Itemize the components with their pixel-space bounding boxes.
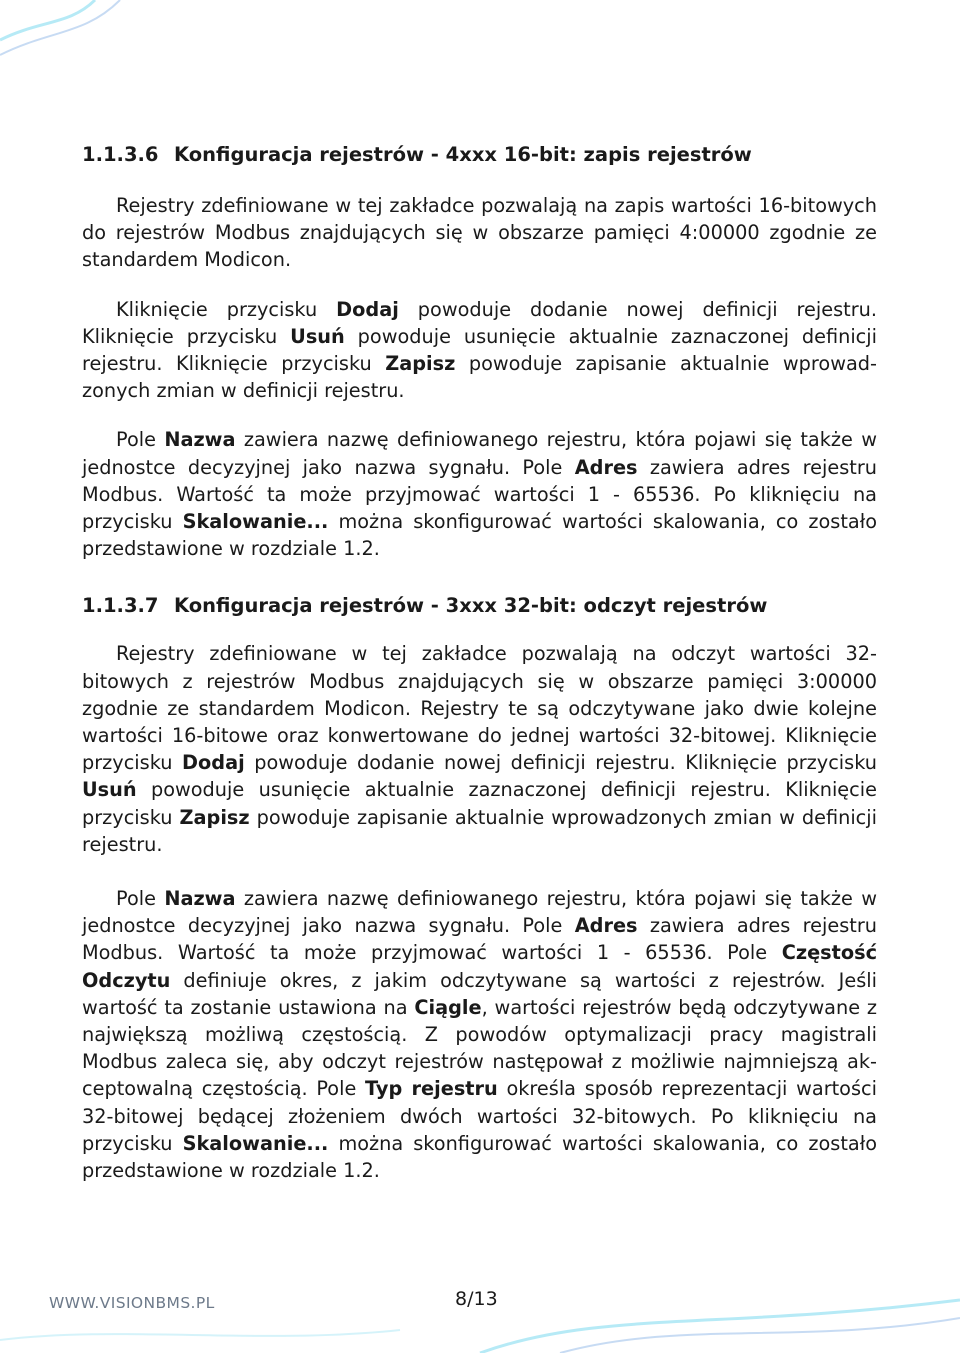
bold-term: Zapisz [385, 352, 456, 376]
section-heading-1-1-3-6 [82, 140, 877, 170]
bold-term: Skalowanie... [182, 1131, 329, 1155]
document-body [82, 140, 877, 1184]
bold-term: Typ rejestru [365, 1077, 498, 1101]
section-title: Konfiguracja rejestrów - 4xxx 16-bit: zapis rejestrów [174, 143, 752, 166]
bold-term: Usuń [290, 324, 345, 348]
bold-term: Skalowanie... [182, 510, 329, 534]
paragraph: Rejestry zdefiniowane w tej zakładce pozwalają na zapis wartości 16-bitowych do rejestrów Modbus znajdujących się w obszarze pamięci 4:00000 zgodnie ze standardem Modicon. [82, 194, 877, 272]
section-number: 1.1.3.7 [82, 594, 159, 618]
paragraph: Pole Nazwa zawiera nazwę definiowanego rejestru, która pojawi się także w jednostce decyzyjnej jako nazwa sygnału. Pole Adres zawiera adres rejestru Modbus. Wartość ta może przyjmować wartości 1 - 65536. Pole Częstość Odczytu definiuje okres, z jakim odczytywane są wartości z rejestrów. Jeśli wartość ta zostanie ustawiona na Ciągle, wartości rejestrów będą odczytywane z największą możliwą częstością. Z powodów optymalizacji pracy magistrali Modbus zaleca się, aby odczyt rejestrów następował z możliwie najmniejszą akceptowalną częstością. Pole Typ rejestru określa sposób reprezentacji wartości 32-bitowej będącej złożeniem dwóch wartości 32-bitowych. Po kliknięciu na przycisku Skalowanie... można skonfigurować wartości skalowania, co zostało przedstawione w rozdziale 1.2. [82, 887, 877, 1183]
footer-website-logo: WWW.VISIONBMS.PL [49, 1294, 215, 1312]
paragraph: Rejestry zdefiniowane w tej zakładce pozwalają na odczyt wartości 32-bitowych z rejestrów Modbus znajdujących się w obszarze pamięci 3:00000 zgodnie ze standardem Modicon. Rejestry te są odczytywane jako dwie kolejne wartości 16-bitowe oraz konwertowane do jednej wartości 32-bitowej. Kliknięcie przycisku Dodaj powoduje dodanie nowej definicji rejestru. Kliknięcie przycisku Usuń powoduje usunięcie aktualnie zaznaczonej definicji rejestru. Kliknięcie przycisku Zapisz powoduje zapisanie aktualnie wprowadzonych zmian w definicji rejestru. [82, 642, 877, 856]
bold-term: Dodaj [336, 297, 399, 321]
bold-term: Zapisz [179, 805, 250, 829]
bold-term: Usuń [82, 778, 137, 802]
paragraph: Pole Nazwa zawiera nazwę definiowanego rejestru, która pojawi się także w jednostce decyzyjnej jako nazwa sygnału. Pole Adres zawiera adres rejestru Modbus. Wartość ta może przyjmować wartości 1 - 65536. Po kliknięciu na przycisku Skalowanie... można skonfigurować wartości skalowania, co zostało przedstawione w rozdziale 1.2. [82, 428, 877, 561]
section-number: 1.1.3.6 [82, 143, 159, 166]
paragraph: Kliknięcie przycisku Dodaj powoduje dodanie nowej definicji rejestru. Kliknięcie przycisku Usuń powoduje usunięcie aktualnie zaznaczonej definicji rejestru. Kliknięcie przycisku Zapisz powoduje zapisanie aktualnie wprowadzonych zmian w definicji rejestru. [82, 297, 878, 403]
section-title: Konfiguracja rejestrów - 3xxx 32-bit: odczyt rejestrów [174, 594, 768, 618]
bold-term: Adres [574, 914, 638, 938]
bold-term: Nazwa [164, 428, 236, 452]
page-number: 8/13 [455, 1288, 498, 1310]
top-left-wave-decoration [0, 0, 120, 55]
bold-term: Adres [574, 455, 638, 479]
section-heading-1-1-3-7 [82, 591, 877, 621]
bold-term: Ciągle [414, 995, 482, 1019]
bold-term: Dodaj [182, 751, 245, 775]
bold-term: Nazwa [164, 887, 236, 911]
bold-term: Częstość Odczytu [82, 941, 877, 992]
